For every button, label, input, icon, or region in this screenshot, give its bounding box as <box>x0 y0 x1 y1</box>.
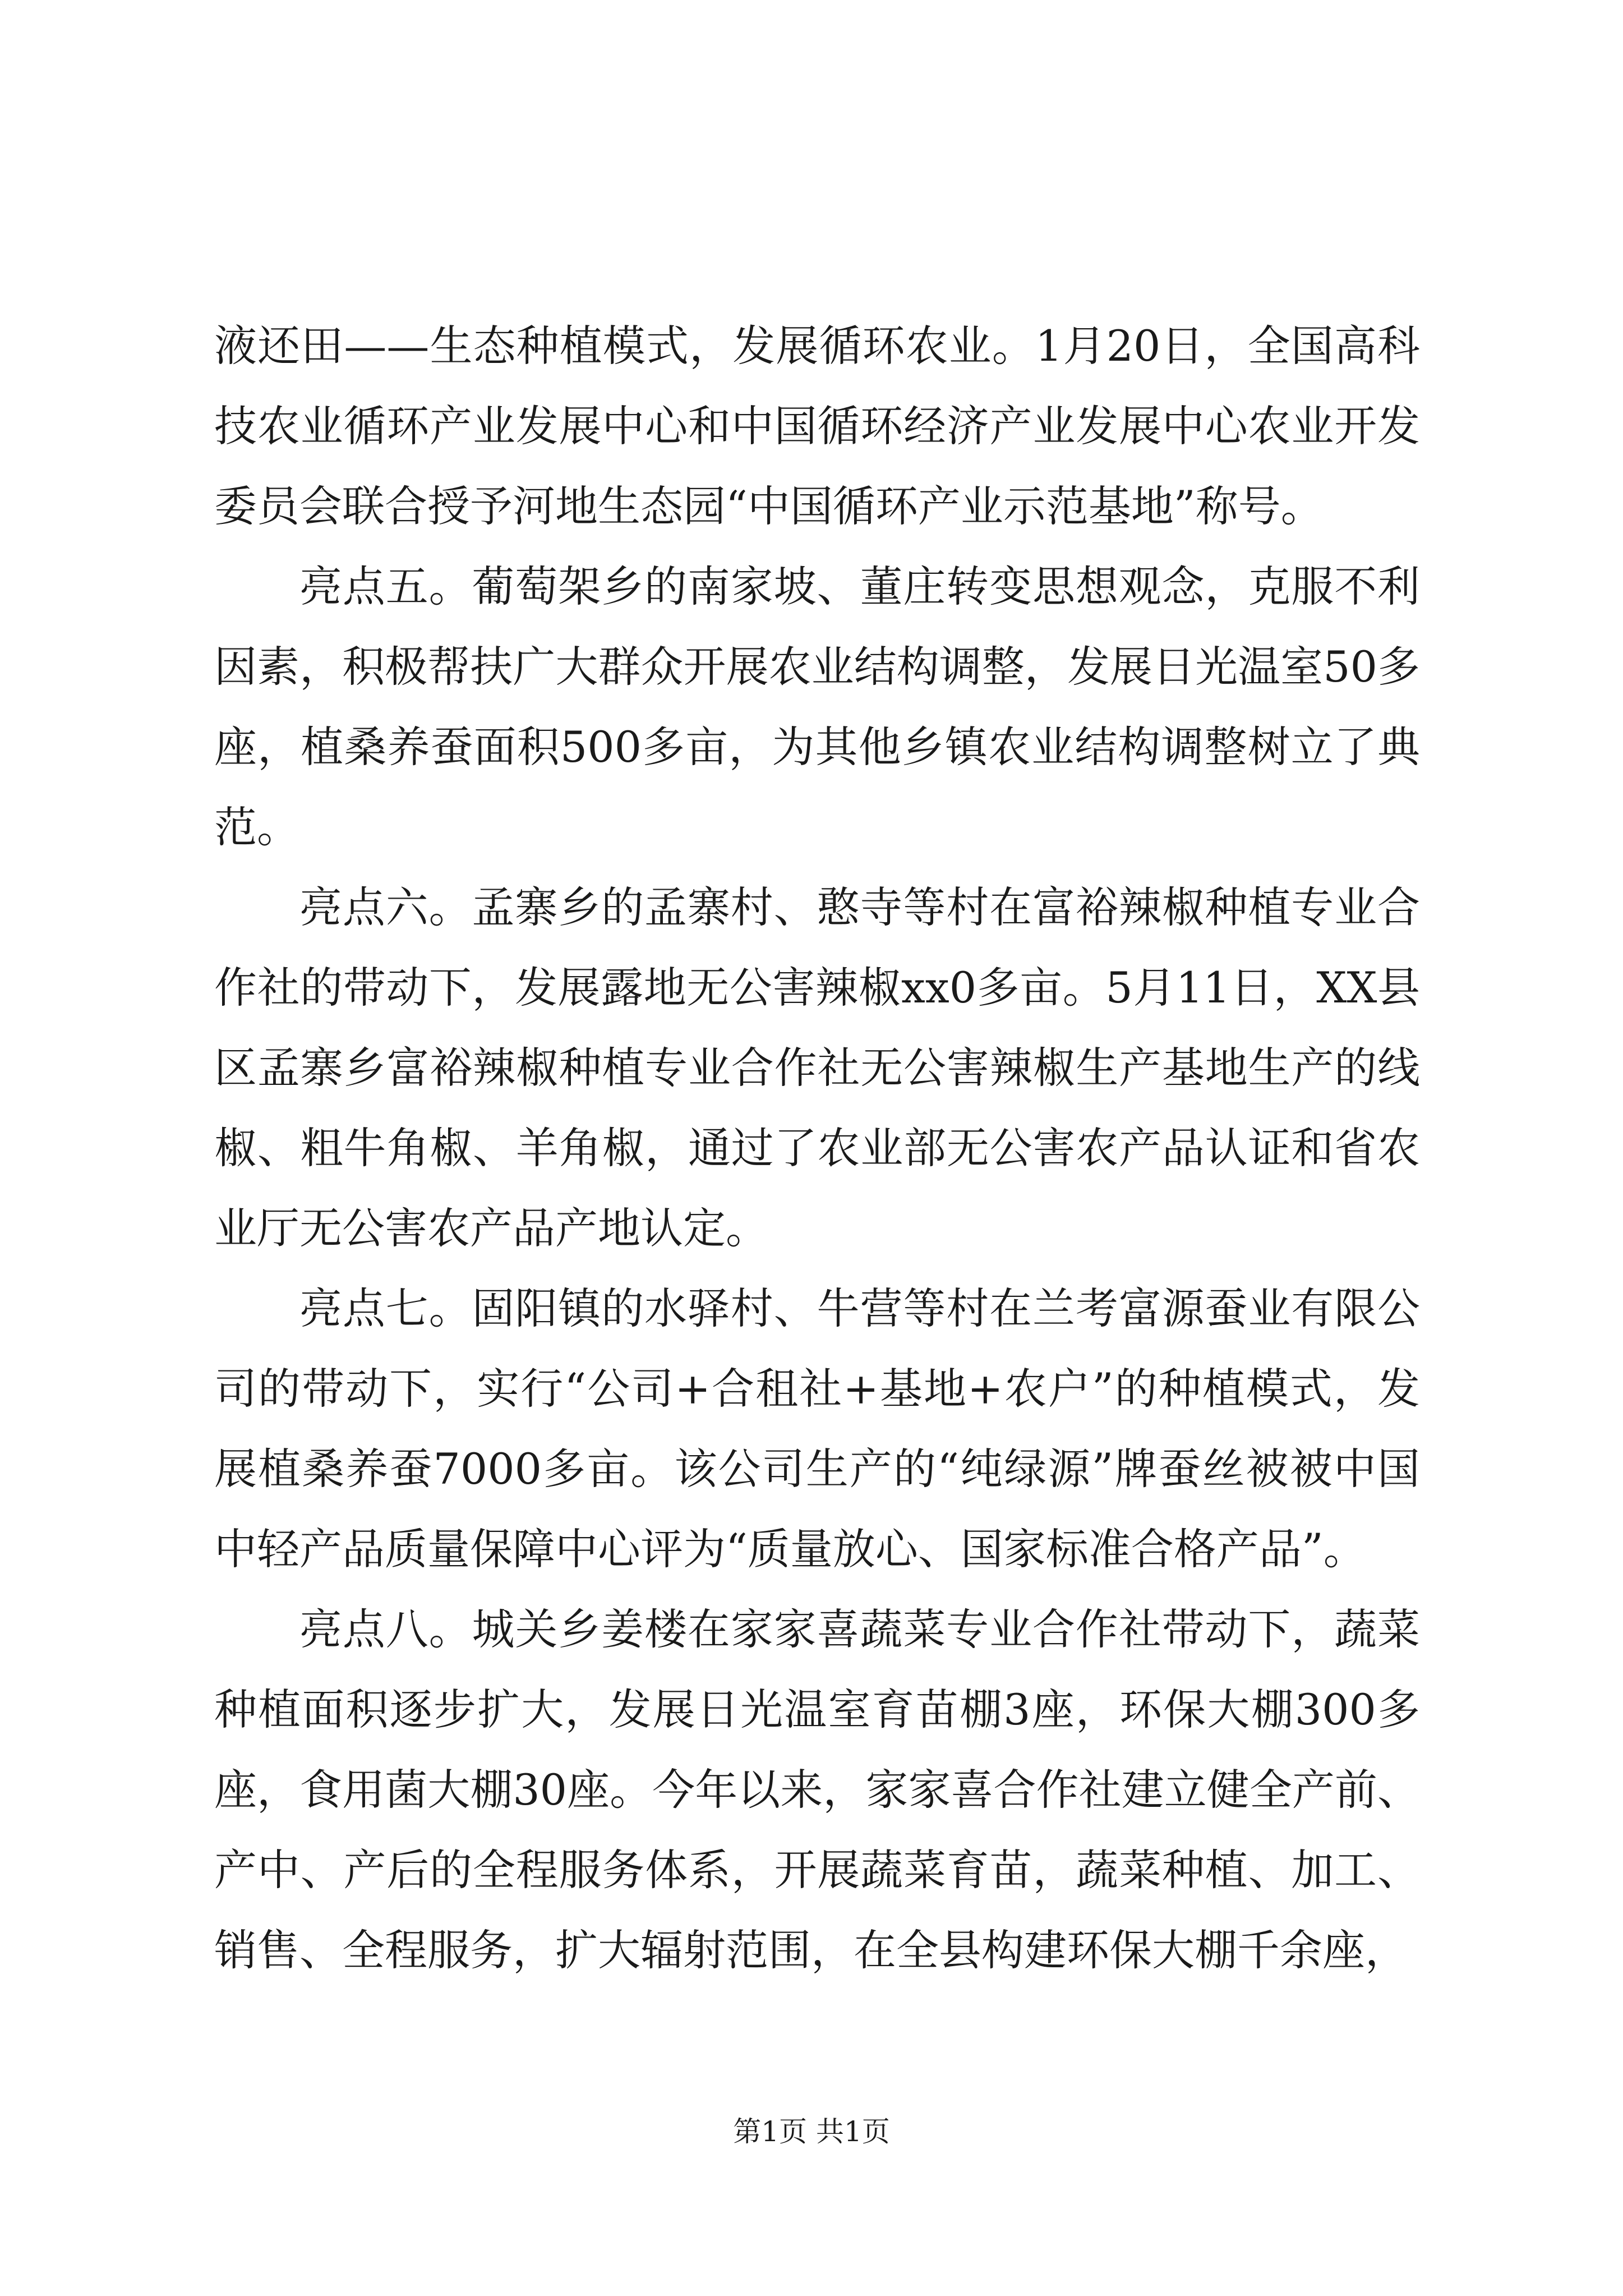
paragraph-highlight-seven: 亮点七。固阳镇的水驿村、牛营等村在兰考富源蚕业有限公司的带动下，实行“公司+合租社+基地+农户”的种植模式，发展植桑养蚕7000多亩。该公司生产的“纯绿源”牌蚕丝被被中国中轻产品质量保障中心评为“质量放心、国家标准合格产品”。 <box>214 1283 1420 1574</box>
document-body <box>214 306 1420 1990</box>
page-footer: 第1页 共1页 <box>733 2115 890 2148</box>
paragraph-highlight-eight: 亮点八。城关乡姜楼在家家喜蔬菜专业合作社带动下，蔬菜种植面积逐步扩大，发展日光温室育苗棚3座，环保大棚300多座，食用菌大棚30座。今年以来，家家喜合作社建立健全产前、产中、产后的全程服务体系，开展蔬菜育苗，蔬菜种植、加工、销售、全程服务，扩大辐射范围，在全县构建环保大棚千余座， <box>214 1604 1420 1975</box>
paragraph-continuation: 液还田——生态种植模式，发展循环农业。1月20日，全国高科技农业循环产业发展中心和中国循环经济产业发展中心农业开发委员会联合授予河地生态园“中国循环产业示范基地”称号。 <box>214 321 1420 531</box>
paragraph-highlight-five: 亮点五。葡萄架乡的南家坡、董庄转变思想观念，克服不利因素，积极帮扶广大群众开展农业结构调整，发展日光温室50多座，植桑养蚕面积500多亩，为其他乡镇农业结构调整树立了典范。 <box>214 562 1420 852</box>
paragraph-highlight-six: 亮点六。孟寨乡的孟寨村、憨寺等村在富裕辣椒种植专业合作社的带动下，发展露地无公害辣椒xx0多亩。5月11日，XX县区孟寨乡富裕辣椒种植专业合作社无公害辣椒生产基地生产的线椒、粗牛角椒、羊角椒，通过了农业部无公害农产品认证和省农业厅无公害农产品产地认定。 <box>214 882 1420 1253</box>
